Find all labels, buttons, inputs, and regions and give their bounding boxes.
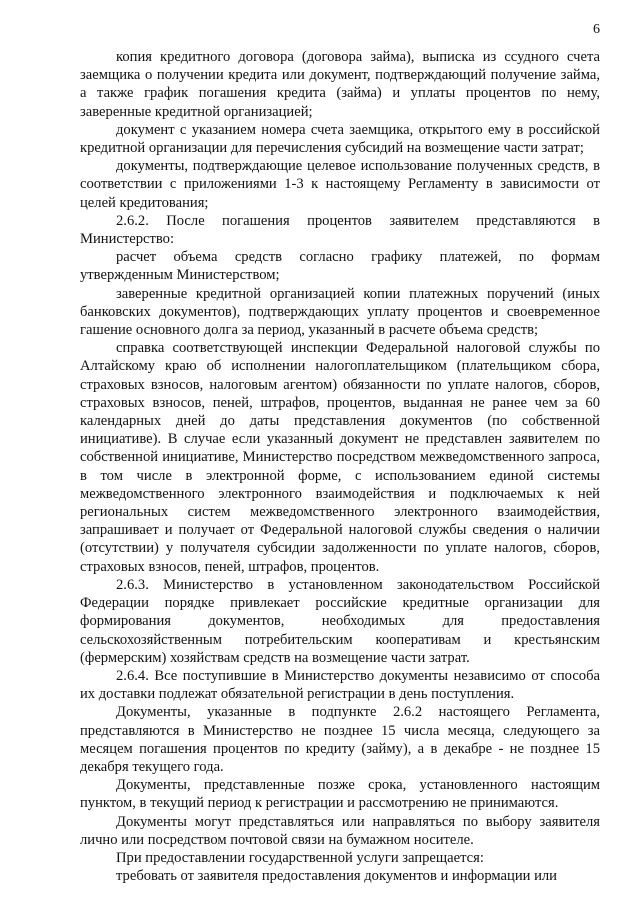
paragraph-loan-agreement-copy: копия кредитного договора (договора займа), выписка из ссудного счета заемщика о получении кредита или документ, подтверждающий получение займа, а также график погашения кредита (займа) и уплаты процентов по нему, заверенные кредитной организацией; [80,49,600,120]
paragraph-target-use-documents: документы, подтверждающие целевое использование полученных средств, в соответствии с приложениями 1-3 к настоящему Регламенту в зависимости от целей кредитования; [80,158,600,211]
paragraph-late-documents: Документы, представленные позже срока, установленного настоящим пунктом, в текущий период к регистрации и рассмотрению не принимаются. [80,777,600,812]
paragraph-account-document: документ с указанием номера счета заемщика, открытого ему в российской кредитной организации для перечисления субсидий на возмещение части затрат; [80,121,600,157]
paragraph-2-6-2: 2.6.2. После погашения процентов заявителем представляются в Министерство: [80,212,600,248]
paragraph-prohibition-item: требовать от заявителя предоставления документов и информации или [116,868,557,885]
page-number: 6 [593,22,600,37]
paragraph-2-6-4: 2.6.4. Все поступившие в Министерство документы независимо от способа их доставки подлежат обязательной регистрации в день поступления. [80,667,600,703]
paragraph-prohibitions-intro: При предоставлении государственной услуги запрещается: [116,849,484,866]
paragraph-submission-deadline: Документы, указанные в подпункте 2.6.2 настоящего Регламента, представляются в Министерство не позднее 15 числа месяца, следующего за месяцем погашения процентов по кредиту (займу), а в декабре - не позднее 15 декабря текущего года. [80,704,600,775]
paragraph-calculation: расчет объема средств согласно графику платежей, по формам утвержденным Министерством; [80,249,600,284]
paragraph-2-6-3: 2.6.3. Министерство в установленном законодательством Российской Федерации порядке привлекает российские кредитные организации для формирования документов, необходимых для предоставления сельскохозяйственным потребительским кооперативам и крестьянским (фермерским) хозяйствам средств на возмещение части затрат. [80,576,600,666]
document-body [80,48,600,885]
paragraph-payment-orders: заверенные кредитной организацией копии платежных поручений (иных банковских документов), подтверждающих уплату процентов и своевременное гашение основного долга за период, указанный в расчете объема средств; [80,285,600,339]
paragraph-tax-certificate: справка соответствующей инспекции Федеральной налоговой службы по Алтайскому краю об исполнении налогоплательщиком (плательщиком сбора, страховых взносов, налоговым агентом) обязанности по уплате налогов, сборов, страховых взносов, пеней, штрафов, процентов, выданная не ранее чем за 60 календарных дней до даты представления документов (по собственной инициативе). В случае если указанный документ не представлен заявителем по собственной инициативе, Министерство посредством межведомственного запроса, в том числе в электронной форме, с использованием единой системы межведомственного электронного взаимодействия и подключаемых к ней региональных систем межведомственного электронного взаимодействия, запрашивает и получает от Федеральной налоговой службы сведения о наличии (отсутствии) у получателя субсидии задолженности по уплате налогов, сборов, страховых взносов, пеней, штрафов, процентов. [80,340,600,575]
paragraph-submission-method: Документы могут представляться или направляться по выбору заявителя лично или посредством почтовой связи на бумажном носителе. [80,813,600,848]
